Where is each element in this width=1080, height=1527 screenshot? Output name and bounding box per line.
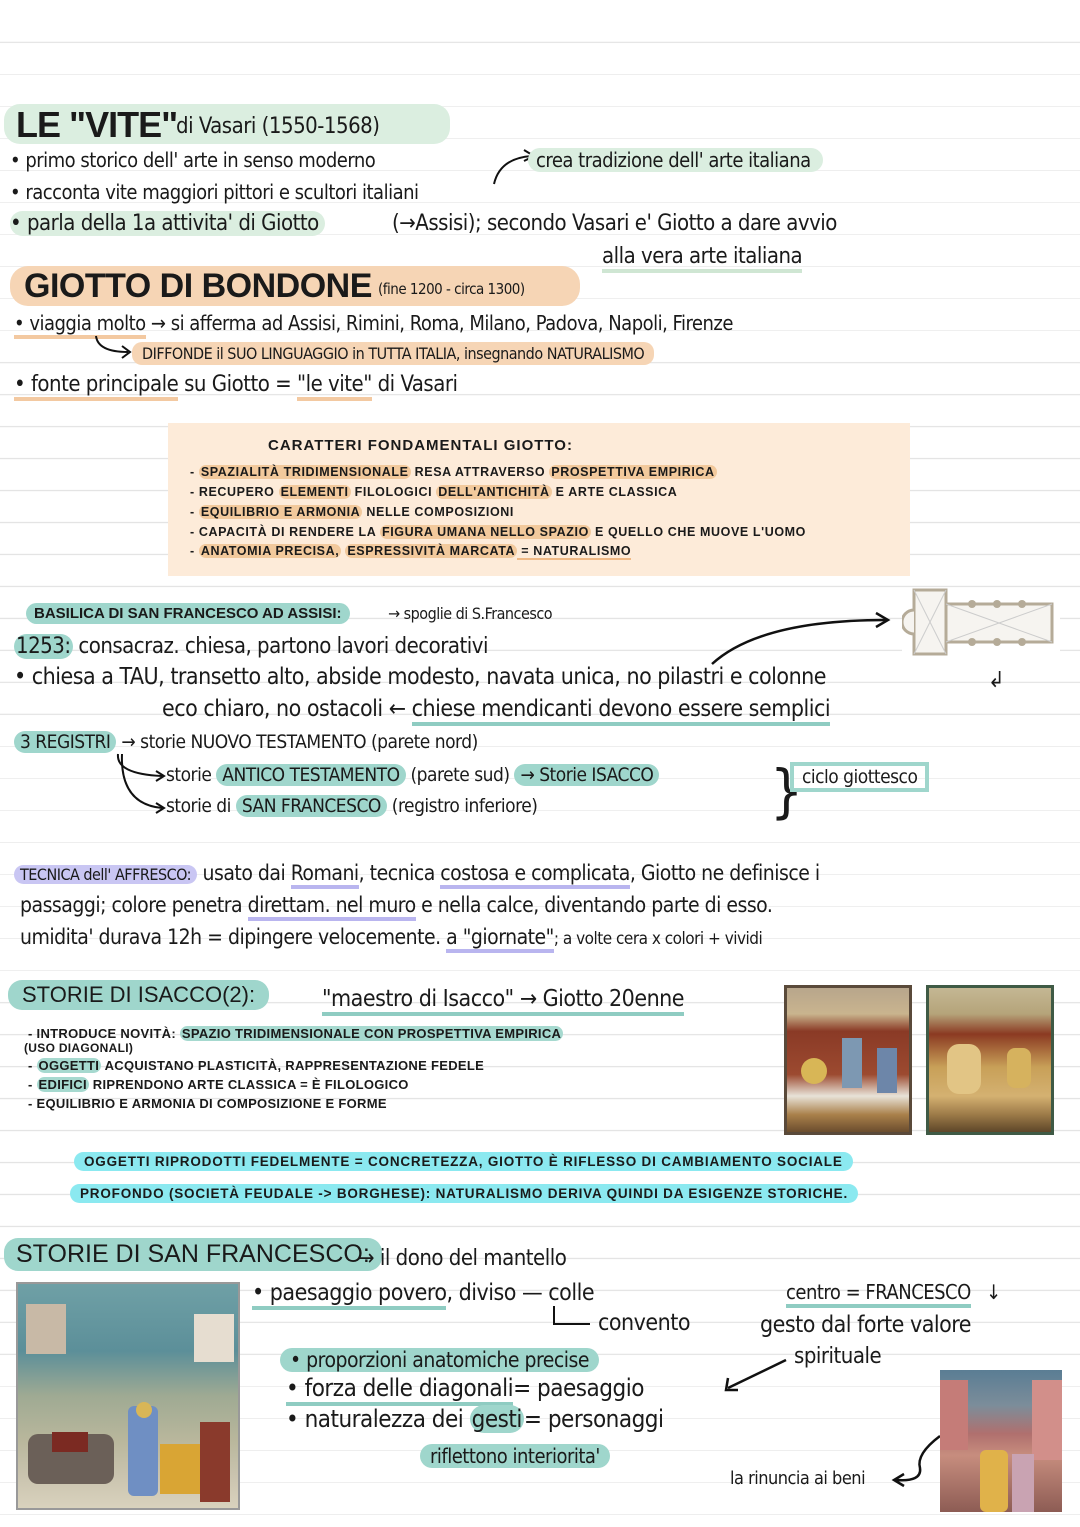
brace-icon: }	[770, 757, 804, 825]
giotto-spread	[132, 342, 654, 365]
characteristics-box	[168, 423, 910, 576]
registro-nord: → storie NUOVO TESTAMENTO (parete nord)	[121, 731, 478, 753]
branch-arrows-icon	[112, 752, 168, 822]
francesco-bullet-1: • proporzioni anatomiche precise	[280, 1348, 599, 1372]
gesto-note-1: gesto dal forte valore	[760, 1312, 972, 1338]
fresco-dono-mantello	[16, 1282, 240, 1510]
registro-sud: storie ANTICO TESTAMENTO (parete sud) → Storie ISACCO	[166, 764, 659, 786]
arrow-to-paesaggio-icon	[720, 1356, 790, 1396]
francesco-bullet-3: • naturalezza dei gesti= personaggi	[286, 1405, 664, 1433]
affresco-line-2: passaggi; colore penetra direttam. nel muro e nella calce, diventando parte di esso.	[20, 893, 772, 917]
isacco-item: - EDIFICI RIPRENDONO ARTE CLASSICA = È FILOLOGICO	[28, 1077, 409, 1092]
rinuncia-label: la rinuncia ai beni	[730, 1468, 866, 1489]
characteristic-item: - EQUILIBRIO E ARMONIA NELLE COMPOSIZIONI	[190, 505, 514, 519]
affresco-line-3: umidita' durava 12h = dipingere velocemente. a "giornate"; a volte cera x colori + vividi	[20, 925, 762, 949]
summary-line-1: OGGETTI RIPRODOTTI FEDELMENTE = CONCRETEZZA, GIOTTO È RIFLESSO DI CAMBIAMENTO SOCIALE	[74, 1152, 853, 1171]
registri-line	[14, 731, 478, 753]
curved-arrow-rinuncia-icon	[886, 1434, 942, 1490]
characteristic-item: - RECUPERO ELEMENTI FILOLOGICI DELL'ANTICHITÀ E ARTE CLASSICA	[190, 485, 678, 499]
ciclo-giottesco-box: ciclo giottesco	[790, 762, 929, 792]
characteristic-item: - CAPACITÀ DI RENDERE LA FIGURA UMANA NELLO SPAZIO E QUELLO CHE MUOVE L'UOMO	[190, 525, 806, 539]
source-label: • fonte principale	[14, 372, 178, 401]
isacco-note: "maestro di Isacco" → Giotto 20enne	[322, 986, 684, 1016]
source-text: su Giotto =	[184, 372, 292, 397]
convento-label: convento	[598, 1310, 691, 1336]
vite-title	[4, 104, 450, 144]
fresco-rinuncia-beni	[940, 1370, 1062, 1512]
vite-bullet-3: • parla della 1a attivita' di Giotto	[10, 211, 325, 236]
vite-bullet-1: • primo storico dell' arte in senso moderno	[10, 148, 376, 172]
basilica-year-line	[14, 634, 488, 659]
affresco-line-1: TECNICA dell' AFFRESCO: usato dai Romani, tecnica costosa e complicata, Giotto ne definisce i	[14, 861, 820, 885]
registro-inferiore: storie di SAN FRANCESCO (registro inferiore)	[166, 795, 538, 817]
desc2-right: chiese mendicanti devono essere semplici	[412, 696, 830, 726]
characteristic-item: - SPAZIALITÀ TRIDIMENSIONALE RESA ATTRAVERSO PROSPETTIVA EMPIRICA	[190, 465, 715, 479]
fresco-isaac-2	[926, 985, 1054, 1135]
basilica-desc-1: • chiesa a TAU, transetto alto, abside modesto, navata unica, no pilastri e colonne	[14, 664, 827, 690]
giotto-travel-cities: → si afferma ad Assisi, Rimini, Roma, Milano, Padova, Napoli, Firenze	[150, 311, 733, 335]
francesco-bullet-2: • forza delle diagonali= paesaggio	[286, 1374, 644, 1402]
source-author: di Vasari	[377, 372, 458, 397]
vite-bullet-3b: (→Assisi); secondo Vasari e' Giotto a dare avvio	[392, 211, 837, 236]
down-arrow-icon-2: ↓	[986, 1280, 1001, 1304]
arrow-to-plan-icon	[700, 606, 900, 666]
francesco-title: STORIE DI SAN FRANCESCO:	[4, 1238, 382, 1271]
giotto-spread-text: DIFFONDE il SUO LINGUAGGIO in TUTTA ITALIA, insegnando NATURALISMO	[142, 344, 645, 363]
characteristic-item: - ANATOMIA PRECISA, ESPRESSIVITÀ MARCATA = NATURALISMO	[190, 544, 632, 558]
vite-title-main: LE "VITE"	[16, 104, 178, 145]
giotto-travel-label: • viaggia molto	[14, 311, 146, 339]
basilica-note: → spoglie di S.Francesco	[388, 604, 553, 623]
giotto-title-dates: (fine 1200 - circa 1300)	[378, 280, 525, 298]
year-badge: 1253:	[16, 634, 71, 659]
isacco-item: - OGGETTI ACQUISTANO PLASTICITÀ, RAPPRESENTAZIONE FEDELE	[28, 1058, 485, 1073]
summary-line-2: PROFONDO (SOCIETÀ FEUDALE -> BORGHESE): NATURALISMO DERIVA QUINDI DA ESIGENZE STORICHE.	[70, 1184, 858, 1203]
desc2-left: eco chiaro, no ostacoli ←	[162, 696, 406, 722]
francesco-bullet-4: riflettono interiorita'	[420, 1444, 610, 1468]
down-arrow-icon: ↲	[988, 668, 1005, 693]
isacco-item: - EQUILIBRIO E ARMONIA DI COMPOSIZIONE E FORME	[28, 1096, 387, 1111]
colle-label: colle	[548, 1280, 595, 1306]
basilica-desc-2	[162, 696, 830, 722]
hook-arrow-icon	[92, 334, 136, 360]
giotto-travel	[14, 311, 733, 335]
vite-bullet-3c: alla vera arte italiana	[602, 244, 802, 273]
branch-line-icon	[552, 1306, 592, 1328]
vite-side-note: crea tradizione dell' arte italiana	[528, 148, 823, 172]
isacco-item: - INTRODUCE NOVITÀ: SPAZIO TRIDIMENSIONALE CON PROSPETTIVA EMPIRICA	[28, 1026, 562, 1041]
centro-note: centro = FRANCESCO	[786, 1280, 971, 1308]
francesco-subtitle: → il dono del mantello	[358, 1246, 567, 1271]
isacco-item: (USO DIAGONALI)	[24, 1041, 134, 1055]
characteristics-title: CARATTERI FONDAMENTALI GIOTTO:	[268, 437, 573, 454]
landscape-line: • paesaggio povero, diviso — colle	[252, 1280, 594, 1306]
gesto-note-2: spirituale	[794, 1344, 882, 1369]
affresco-label: TECNICA dell' AFFRESCO:	[14, 865, 197, 884]
vite-bullet-2: • racconta vite maggiori pittori e scultori italiani	[10, 180, 419, 204]
giotto-title-main: GIOTTO DI BONDONE	[24, 267, 372, 305]
registri-label: 3 REGISTRI	[14, 731, 116, 753]
church-floor-plan	[902, 588, 1060, 656]
basilica-title: BASILICA DI SAN FRANCESCO AD ASSISI:	[26, 603, 350, 624]
fresco-isaac-1	[784, 985, 912, 1135]
isacco-title: STORIE DI ISACCO(2):	[8, 980, 269, 1010]
year-text: consacraz. chiesa, partono lavori decorativi	[78, 634, 488, 659]
giotto-source	[14, 372, 457, 397]
giotto-title	[10, 266, 580, 306]
vite-title-sub: di Vasari (1550-1568)	[176, 114, 380, 139]
source-book: "le vite"	[297, 372, 372, 401]
